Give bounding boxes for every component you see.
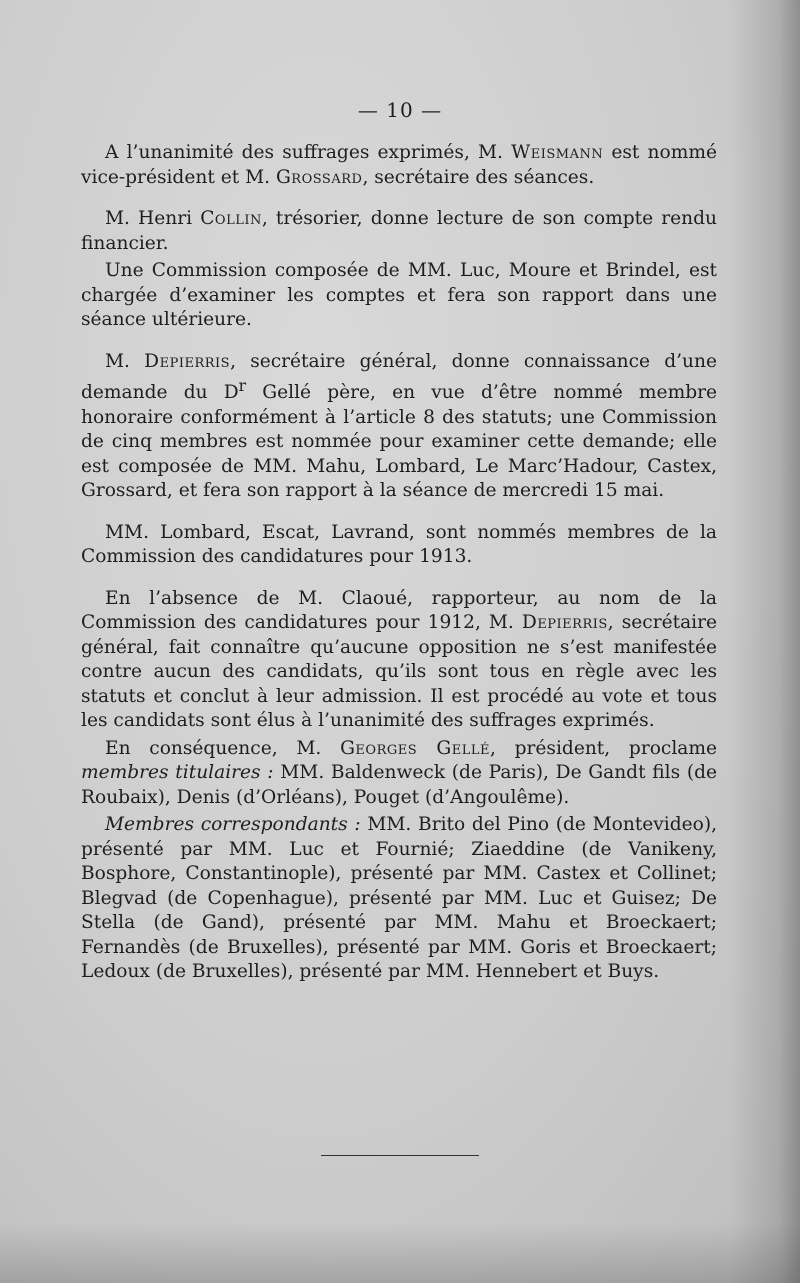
text-run: Gellé père, en vue d’être nommé membre honoraire conformément à l’article 8 des statuts; une Commission de cinq membres est nommée pour examiner cette demande; elle est composée de MM. Mahu, Lombard, Le Marc’Hadour, Castex, Grossard, et fera son rapport à la séance de mercredi 15 mai. — [81, 382, 717, 502]
surname: Weismann — [511, 142, 604, 163]
text-run: est nommé vice-président et M. — [81, 142, 717, 188]
paragraph-6 — [81, 587, 717, 734]
paragraph-1 — [81, 141, 717, 190]
surname: Grossard — [275, 166, 363, 188]
surname: Georges Gellé — [340, 737, 490, 759]
paragraph-2 — [81, 207, 717, 256]
paragraph-4 — [81, 350, 717, 504]
text-run: Une Commission composée de MM. Luc, Moure et Brindel, est chargée d’examiner les comptes et fera son rapport dans une séance ultérieure. — [81, 260, 717, 330]
text-run: , secrétaire général, donne connaissance d’une demande du D — [81, 350, 717, 404]
text-run: En conséquence, M. — [105, 737, 341, 759]
text-run: , président, proclame — [489, 737, 718, 759]
text-run: A l’unanimité des suffrages exprimés, M. — [105, 142, 512, 163]
paragraph-5 — [81, 521, 717, 570]
paragraph-3 — [81, 259, 717, 333]
text-run: MM. Brito del Pino (de Montevideo), présenté par MM. Luc et Fournié; Ziaeddine (de Vanikeny, Bosphore, Constantinople), présenté par MM. Castex et Collinet; Blegvad (de Copenhague), présenté par MM. Luc et Guisez; De Stella (de Gand), présenté par MM. Mahu et Broeckaert; Fernandès (de Bruxelles), présenté par MM. Goris et Broeckaert; Ledoux (de Bruxelles), présenté par MM. Hennebert et Buys. — [81, 814, 718, 983]
text-run: , trésorier, donne lecture de son compte rendu financier. — [81, 208, 717, 254]
text-run: MM. Baldenweck (de Paris), De Gandt fils (de Roubaix), Denis (d’Orléans), Pouget (d’Angoulême). — [81, 762, 717, 808]
text-run: MM. Lombard, Escat, Lavrand, sont nommés membres de la Commission des candidatures pour 1913. — [81, 521, 717, 568]
page-number: — 10 — — [357, 98, 443, 122]
page-bottom-shadow — [0, 1223, 800, 1283]
surname: Collin — [200, 208, 262, 229]
paragraph-7 — [81, 737, 717, 811]
end-rule — [321, 1155, 479, 1156]
text-run: , secrétaire général, fait connaître qu’aucune opposition ne s’est manifestée contre aucun des candidats, qu’ils sont tous en règle avec les statuts et conclut à leur admission. Il est procédé au vote et tous les candidats sont élus à l’unanimité des suffrages exprimés. — [81, 612, 718, 732]
paragraph-8 — [81, 813, 717, 985]
italic-label: membres titulaires : — [81, 762, 274, 784]
text-run: En l’absence de M. Claoué, rapporteur, au nom de la Commission des candidatures pour 1912, M. — [81, 587, 717, 634]
page-edge-shadow — [730, 0, 800, 1283]
superscript: r — [238, 377, 247, 395]
text-run: M. Henri — [105, 208, 201, 229]
italic-label: Membres correspondants : — [105, 814, 361, 836]
surname: Depierris — [521, 612, 608, 634]
text-run: , secrétaire des séances. — [362, 166, 595, 188]
text-run: M. — [105, 350, 145, 372]
surname: Depierris — [144, 350, 231, 372]
body-text — [81, 141, 717, 985]
